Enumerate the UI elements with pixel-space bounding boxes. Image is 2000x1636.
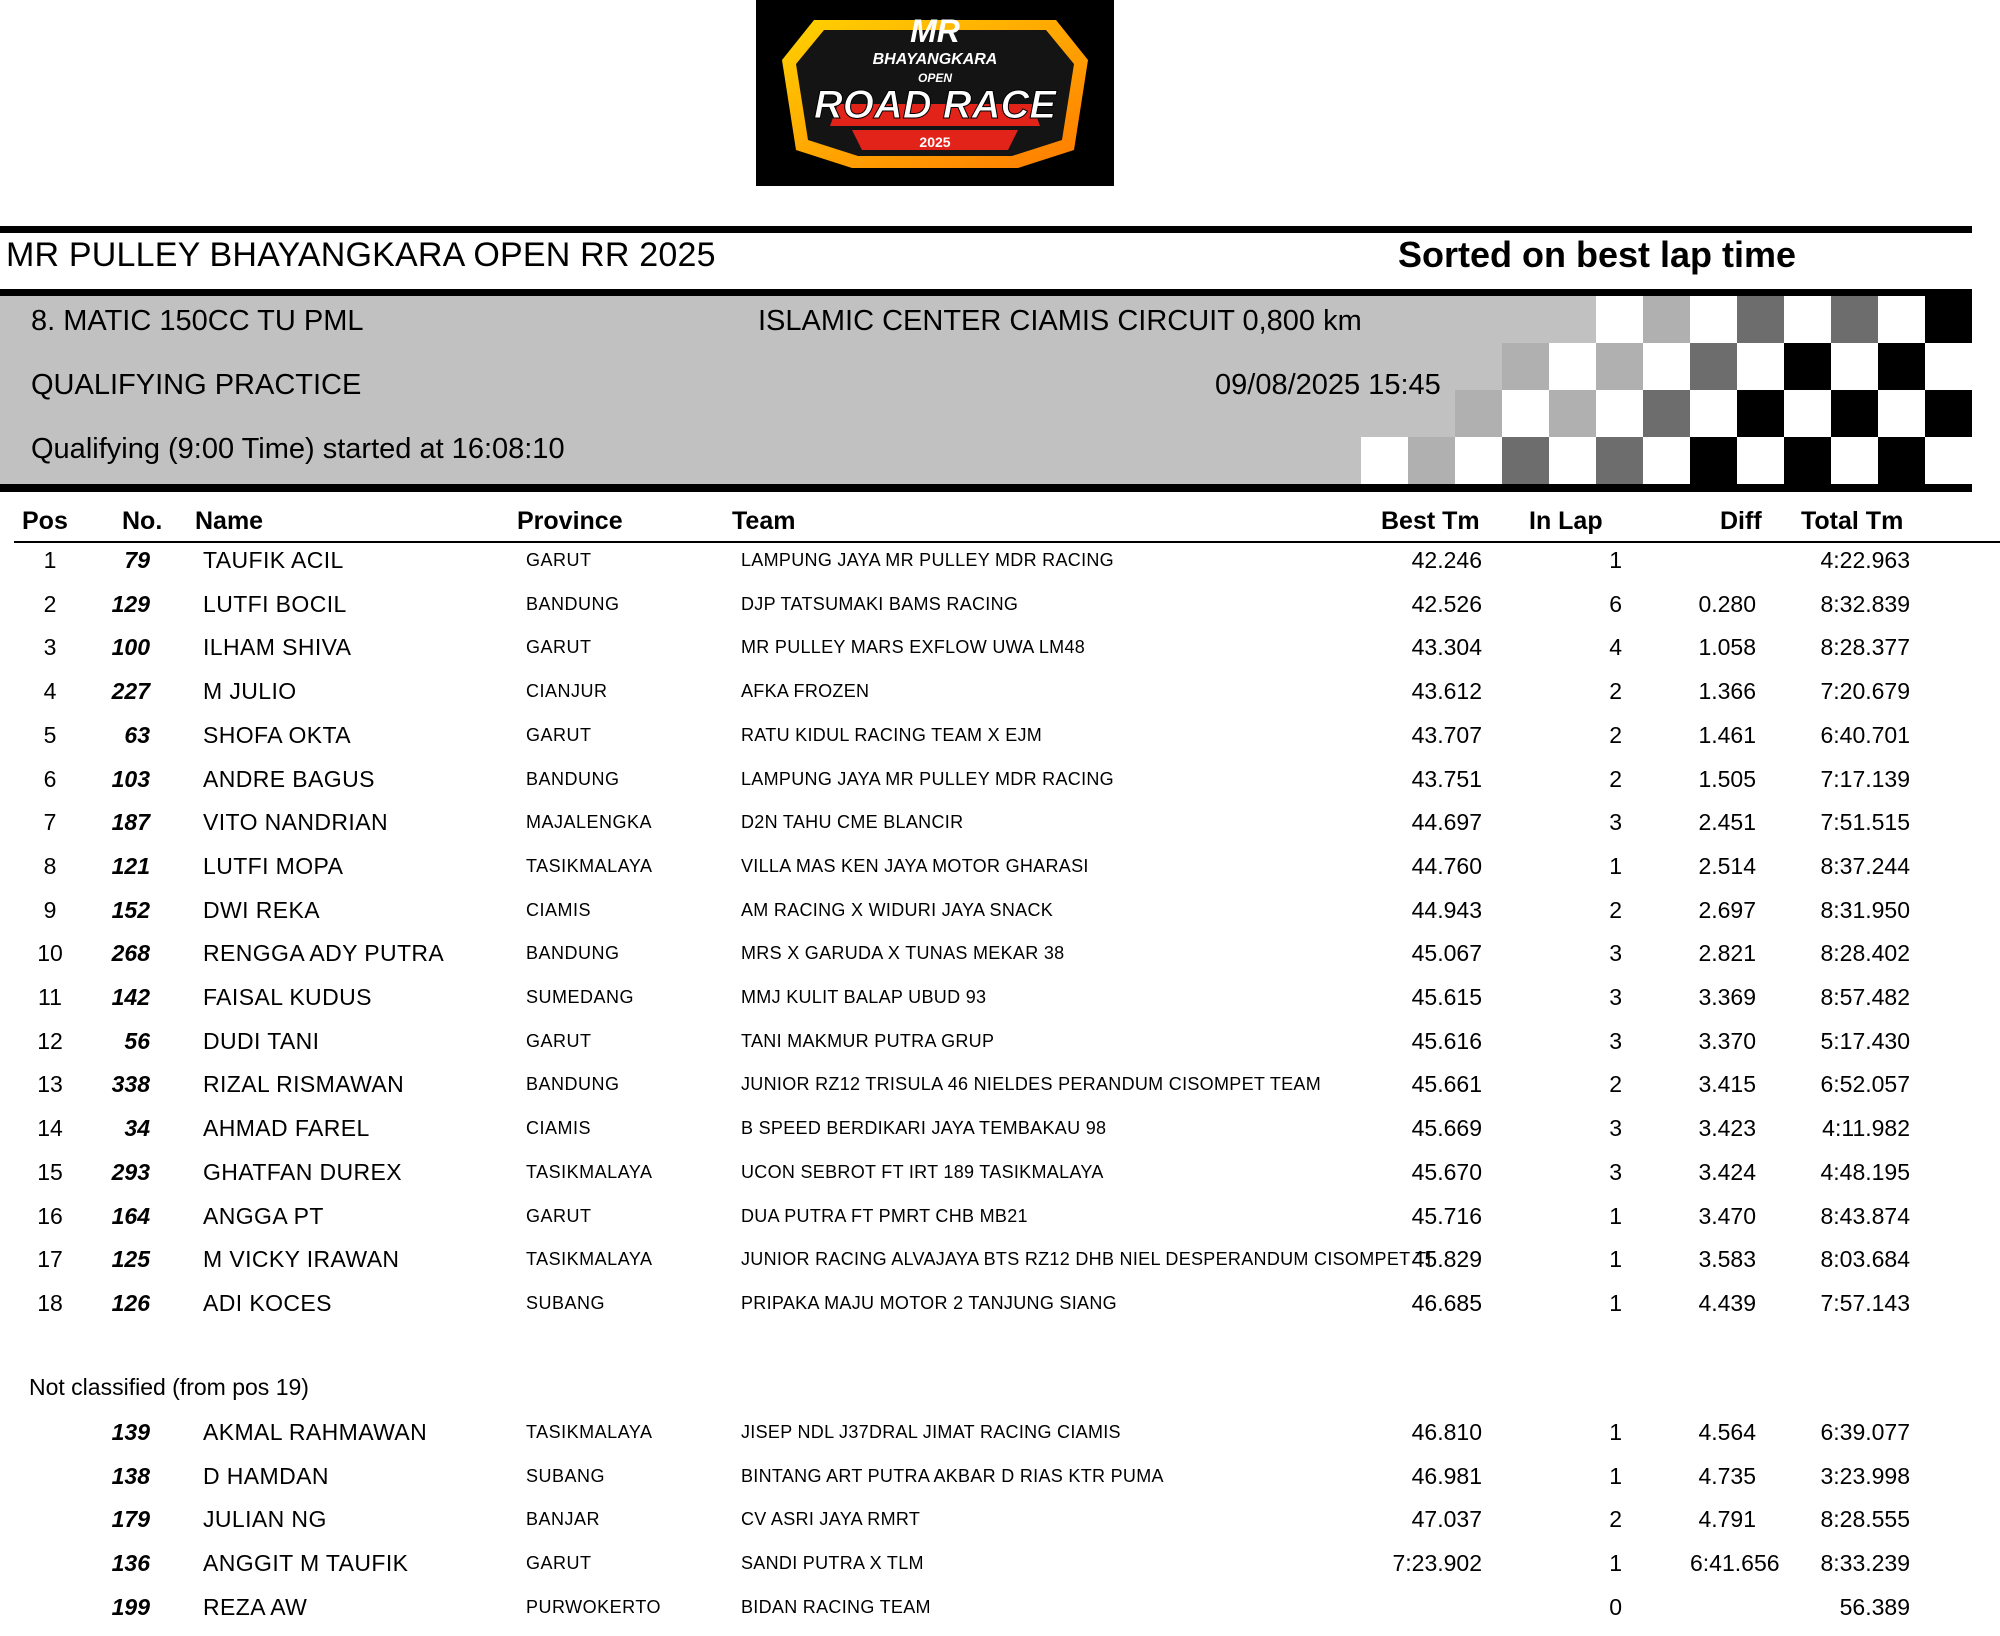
rider-team: MR PULLEY MARS EXFLOW UWA LM48 bbox=[741, 637, 1086, 658]
rider-name: M VICKY IRAWAN bbox=[203, 1246, 400, 1273]
rider-number: 136 bbox=[111, 1550, 150, 1577]
rider-number: 199 bbox=[111, 1593, 150, 1620]
rider-team: PRIPAKA MAJU MOTOR 2 TANJUNG SIANG bbox=[741, 1292, 1117, 1313]
rider-team: JUNIOR RZ12 TRISULA 46 NIELDES PERANDUM CISOMPET TEAM bbox=[741, 1074, 1322, 1095]
rider-province: CIAMIS bbox=[526, 899, 592, 920]
rider-name: M JULIO bbox=[203, 678, 297, 705]
rider-name: DUDI TANI bbox=[203, 1027, 320, 1054]
flag-square bbox=[1690, 390, 1737, 437]
rider-name: DWI REKA bbox=[203, 896, 320, 923]
session-name: QUALIFYING PRACTICE bbox=[31, 369, 362, 401]
flag-square bbox=[1831, 390, 1878, 437]
flag-square bbox=[1408, 437, 1455, 484]
gap-to-leader: 3.424 bbox=[1698, 1158, 1756, 1185]
rider-province: GARUT bbox=[526, 637, 592, 658]
rider-pos: 14 bbox=[37, 1115, 63, 1142]
gap-to-leader: 3.415 bbox=[1698, 1071, 1756, 1098]
rider-province: GARUT bbox=[526, 550, 592, 570]
rider-number: 338 bbox=[111, 1071, 150, 1098]
rider-team: VILLA MAS KEN JAYA MOTOR GHARASI bbox=[741, 855, 1089, 876]
flag-square bbox=[1831, 437, 1878, 484]
rider-province: BANDUNG bbox=[526, 1074, 620, 1095]
rider-team: SANDI PUTRA X TLM bbox=[741, 1553, 924, 1574]
gap-to-leader: 1.058 bbox=[1698, 634, 1756, 661]
rider-name: ANGGIT M TAUFIK bbox=[203, 1550, 409, 1577]
rider-name: AHMAD FAREL bbox=[203, 1115, 370, 1142]
best-lap-time: 45.616 bbox=[1411, 1027, 1482, 1054]
best-lap-number: 1 bbox=[1609, 1419, 1622, 1445]
rider-name: ANDRE BAGUS bbox=[203, 765, 375, 792]
flag-square bbox=[1878, 437, 1925, 484]
flag-square bbox=[1878, 296, 1925, 343]
best-lap-time: 46.810 bbox=[1411, 1419, 1482, 1445]
rider-name: AKMAL RAHMAWAN bbox=[203, 1419, 428, 1445]
table-row bbox=[0, 1021, 2000, 1061]
table-row bbox=[0, 540, 2000, 580]
rider-name: VITO NANDRIAN bbox=[203, 809, 388, 836]
rider-number: 164 bbox=[111, 1202, 150, 1229]
col-header-team: Team bbox=[732, 507, 796, 535]
flag-square bbox=[1455, 437, 1502, 484]
rider-name: REZA AW bbox=[203, 1593, 308, 1620]
best-lap-time: 45.716 bbox=[1411, 1202, 1482, 1229]
best-lap-time: 45.829 bbox=[1411, 1246, 1482, 1273]
rider-number: 142 bbox=[111, 984, 150, 1010]
col-header-diff: Diff bbox=[1720, 507, 1762, 535]
best-lap-number: 0 bbox=[1609, 1593, 1622, 1620]
table-row bbox=[0, 671, 2000, 711]
flag-square bbox=[1549, 437, 1596, 484]
best-lap-number: 4 bbox=[1609, 634, 1622, 661]
rider-province: GARUT bbox=[526, 1553, 592, 1574]
total-time: 8:37.244 bbox=[1820, 852, 1910, 879]
best-lap-time: 43.707 bbox=[1411, 721, 1482, 748]
total-time: 6:40.701 bbox=[1820, 721, 1910, 748]
gap-to-leader: 1.461 bbox=[1698, 721, 1756, 748]
flag-square bbox=[1737, 390, 1784, 437]
rider-pos: 10 bbox=[37, 940, 63, 967]
table-row bbox=[0, 1064, 2000, 1104]
rider-team: LAMPUNG JAYA MR PULLEY MDR RACING bbox=[741, 550, 1114, 570]
rider-province: TASIKMALAYA bbox=[526, 1249, 653, 1270]
rider-province: TASIKMALAYA bbox=[526, 855, 653, 876]
rider-province: BANJAR bbox=[526, 1509, 601, 1530]
total-time: 6:52.057 bbox=[1820, 1071, 1910, 1098]
rider-name: GHATFAN DUREX bbox=[203, 1158, 403, 1185]
total-time: 4:22.963 bbox=[1820, 547, 1910, 573]
col-header-no: No. bbox=[122, 507, 163, 535]
flag-square bbox=[1502, 437, 1549, 484]
total-time: 8:33.239 bbox=[1820, 1550, 1910, 1577]
flag-square bbox=[1878, 343, 1925, 390]
flag-square bbox=[1643, 437, 1690, 484]
best-lap-time: 47.037 bbox=[1411, 1506, 1482, 1533]
total-time: 8:28.377 bbox=[1820, 634, 1910, 661]
flag-square bbox=[1831, 296, 1878, 343]
total-time: 8:28.555 bbox=[1820, 1506, 1910, 1533]
flag-square bbox=[1784, 343, 1831, 390]
rider-number: 293 bbox=[111, 1158, 150, 1185]
best-lap-number: 1 bbox=[1609, 852, 1622, 879]
rider-province: GARUT bbox=[526, 724, 592, 745]
rider-province: SUMEDANG bbox=[526, 987, 635, 1007]
flag-square bbox=[1690, 343, 1737, 390]
gap-to-leader: 2.451 bbox=[1698, 809, 1756, 836]
total-time: 56.389 bbox=[1839, 1593, 1910, 1620]
sort-note: Sorted on best lap time bbox=[1398, 234, 1797, 275]
rider-pos: 6 bbox=[43, 765, 57, 792]
rider-province: CIANJUR bbox=[526, 681, 608, 702]
rider-pos: 9 bbox=[43, 896, 57, 923]
best-lap-time: 45.615 bbox=[1411, 984, 1482, 1010]
total-time: 8:03.684 bbox=[1820, 1246, 1910, 1273]
logo-line1: BHAYANGKARA bbox=[872, 51, 998, 68]
total-time: 8:43.874 bbox=[1820, 1202, 1910, 1229]
total-time: 3:23.998 bbox=[1820, 1462, 1910, 1489]
best-lap-number: 6 bbox=[1609, 590, 1622, 617]
flag-square bbox=[1502, 343, 1549, 390]
rider-name: RENGGA ADY PUTRA bbox=[203, 940, 445, 967]
flag-square bbox=[1361, 437, 1408, 484]
best-lap-time: 42.526 bbox=[1411, 590, 1482, 617]
rider-team: DUA PUTRA FT PMRT CHB MB21 bbox=[741, 1205, 1028, 1226]
gap-to-leader: 0.280 bbox=[1698, 590, 1756, 617]
rider-team: UCON SEBROT FT IRT 189 TASIKMALAYA bbox=[741, 1161, 1104, 1182]
rider-team: CV ASRI JAYA RMRT bbox=[741, 1509, 921, 1530]
rider-province: GARUT bbox=[526, 1030, 592, 1051]
best-lap-time: 7:23.902 bbox=[1392, 1550, 1482, 1577]
gap-to-leader: 2.821 bbox=[1698, 940, 1756, 967]
flag-square bbox=[1925, 390, 1972, 437]
best-lap-time: 46.685 bbox=[1411, 1289, 1482, 1316]
best-lap-time: 43.304 bbox=[1411, 634, 1482, 661]
total-time: 4:11.982 bbox=[1822, 1115, 1910, 1142]
flag-square bbox=[1690, 437, 1737, 484]
rider-province: SUBANG bbox=[526, 1292, 606, 1313]
table-row bbox=[0, 846, 2000, 886]
best-lap-number: 1 bbox=[1609, 1246, 1622, 1273]
rider-number: 227 bbox=[111, 678, 150, 705]
rider-number: 100 bbox=[111, 634, 150, 661]
flag-square bbox=[1502, 390, 1549, 437]
rider-name: SHOFA OKTA bbox=[203, 721, 351, 748]
rider-team: BINTANG ART PUTRA AKBAR D RIAS KTR PUMA bbox=[741, 1465, 1164, 1486]
rider-pos: 15 bbox=[37, 1158, 63, 1185]
header-rule-mid bbox=[0, 289, 1972, 296]
rider-name: FAISAL KUDUS bbox=[203, 984, 372, 1010]
rider-pos: 18 bbox=[37, 1289, 63, 1316]
circuit-name: ISLAMIC CENTER CIAMIS CIRCUIT 0,800 km bbox=[758, 305, 1362, 337]
rider-number: 187 bbox=[111, 809, 150, 836]
session-start-time: Qualifying (9:00 Time) started at 16:08:10 bbox=[31, 433, 565, 465]
rider-pos: 13 bbox=[37, 1071, 63, 1098]
flag-square bbox=[1737, 343, 1784, 390]
rider-team: JISEP NDL J37DRAL JIMAT RACING CIAMIS bbox=[741, 1422, 1121, 1442]
flag-square bbox=[1784, 390, 1831, 437]
flag-square bbox=[1784, 296, 1831, 343]
rider-pos: 7 bbox=[43, 809, 57, 836]
table-row bbox=[0, 1456, 2000, 1496]
best-lap-time: 44.697 bbox=[1411, 809, 1482, 836]
table-row bbox=[0, 1108, 2000, 1148]
best-lap-time: 45.661 bbox=[1411, 1071, 1482, 1098]
rider-pos: 3 bbox=[43, 634, 57, 661]
flag-square bbox=[1455, 390, 1502, 437]
rider-number: 121 bbox=[111, 852, 150, 879]
table-row bbox=[0, 1587, 2000, 1627]
rider-team: D2N TAHU CME BLANCIR bbox=[741, 812, 964, 833]
gap-to-leader: 4.564 bbox=[1698, 1419, 1756, 1445]
best-lap-time: 45.067 bbox=[1411, 940, 1482, 967]
table-row bbox=[0, 584, 2000, 624]
total-time: 7:51.515 bbox=[1820, 809, 1910, 836]
best-lap-time: 45.669 bbox=[1411, 1115, 1482, 1142]
rider-pos: 4 bbox=[43, 678, 57, 705]
rider-team: LAMPUNG JAYA MR PULLEY MDR RACING bbox=[741, 768, 1114, 789]
rider-pos: 2 bbox=[43, 590, 57, 617]
rider-province: BANDUNG bbox=[526, 943, 620, 964]
table-row bbox=[0, 890, 2000, 930]
logo-brand: MR bbox=[910, 13, 960, 49]
session-datetime: 09/08/2025 15:45 bbox=[1215, 369, 1441, 401]
rider-team: B SPEED BERDIKARI JAYA TEMBAKAU 98 bbox=[741, 1118, 1107, 1139]
best-lap-number: 3 bbox=[1609, 1027, 1622, 1054]
table-row bbox=[0, 1543, 2000, 1583]
rider-team: MRS X GARUDA X TUNAS MEKAR 38 bbox=[741, 943, 1065, 964]
flag-square bbox=[1596, 296, 1643, 343]
rider-name: ADI KOCES bbox=[203, 1289, 332, 1316]
rider-name: TAUFIK ACIL bbox=[203, 547, 344, 573]
rider-pos: 17 bbox=[37, 1246, 63, 1273]
flag-square bbox=[1596, 390, 1643, 437]
gap-to-leader: 1.366 bbox=[1698, 678, 1756, 705]
col-header-province: Province bbox=[517, 507, 623, 535]
gap-to-leader: 3.583 bbox=[1698, 1246, 1756, 1273]
best-lap-number: 2 bbox=[1609, 765, 1622, 792]
rider-team: TANI MAKMUR PUTRA GRUP bbox=[741, 1030, 995, 1051]
rider-name: LUTFI MOPA bbox=[203, 852, 344, 879]
best-lap-number: 1 bbox=[1609, 1202, 1622, 1229]
flag-square bbox=[1643, 390, 1690, 437]
total-time: 8:31.950 bbox=[1820, 896, 1910, 923]
total-time: 5:17.430 bbox=[1820, 1027, 1910, 1054]
rider-province: TASIKMALAYA bbox=[526, 1422, 653, 1442]
rider-name: LUTFI BOCIL bbox=[203, 590, 347, 617]
rider-number: 103 bbox=[111, 765, 150, 792]
rider-number: 126 bbox=[111, 1289, 150, 1316]
flag-square bbox=[1925, 343, 1972, 390]
rider-province: MAJALENGKA bbox=[526, 812, 653, 833]
col-header-pos: Pos bbox=[22, 507, 68, 535]
best-lap-time: 44.943 bbox=[1411, 896, 1482, 923]
gap-to-leader: 6:41.656 bbox=[1690, 1550, 1780, 1577]
rider-pos: 1 bbox=[43, 547, 57, 573]
table-row bbox=[0, 1196, 2000, 1236]
rider-pos: 16 bbox=[37, 1202, 63, 1229]
total-time: 8:28.402 bbox=[1820, 940, 1910, 967]
header-rule-top bbox=[0, 226, 1972, 233]
gap-to-leader: 3.370 bbox=[1698, 1027, 1756, 1054]
flag-square bbox=[1784, 437, 1831, 484]
rider-province: SUBANG bbox=[526, 1465, 606, 1486]
gap-to-leader: 3.423 bbox=[1698, 1115, 1756, 1142]
table-row bbox=[0, 759, 2000, 799]
logo-year: 2025 bbox=[919, 134, 951, 150]
table-row bbox=[0, 1283, 2000, 1323]
best-lap-number: 1 bbox=[1609, 1462, 1622, 1489]
best-lap-number: 2 bbox=[1609, 1506, 1622, 1533]
gap-to-leader: 1.505 bbox=[1698, 765, 1756, 792]
col-header-in-lap: In Lap bbox=[1529, 507, 1603, 535]
rider-province: TASIKMALAYA bbox=[526, 1161, 653, 1182]
rider-number: 179 bbox=[111, 1506, 150, 1533]
flag-square bbox=[1596, 437, 1643, 484]
total-time: 4:48.195 bbox=[1820, 1158, 1910, 1185]
rider-number: 63 bbox=[124, 721, 150, 748]
col-header-best: Best Tm bbox=[1381, 507, 1480, 535]
rider-team: BIDAN RACING TEAM bbox=[741, 1596, 931, 1617]
rider-province: PURWOKERTO bbox=[526, 1596, 662, 1617]
event-logo bbox=[756, 0, 1114, 186]
session-info-panel bbox=[0, 296, 1972, 484]
rider-team: MMJ KULIT BALAP UBUD 93 bbox=[741, 987, 987, 1007]
event-title: MR PULLEY BHAYANGKARA OPEN RR 2025 bbox=[6, 236, 716, 274]
rider-name: RIZAL RISMAWAN bbox=[203, 1071, 405, 1098]
gap-to-leader: 4.439 bbox=[1698, 1289, 1756, 1316]
best-lap-time: 45.670 bbox=[1411, 1158, 1482, 1185]
flag-square bbox=[1925, 296, 1972, 343]
table-row bbox=[0, 802, 2000, 842]
best-lap-number: 2 bbox=[1609, 896, 1622, 923]
rider-number: 138 bbox=[111, 1462, 150, 1489]
gap-to-leader: 2.514 bbox=[1698, 852, 1756, 879]
logo-line3: ROAD RACE bbox=[813, 83, 1057, 127]
total-time: 7:17.139 bbox=[1820, 765, 1910, 792]
best-lap-time: 46.981 bbox=[1411, 1462, 1482, 1489]
rider-number: 79 bbox=[124, 547, 150, 573]
best-lap-number: 3 bbox=[1609, 984, 1622, 1010]
rider-name: ANGGA PT bbox=[203, 1202, 324, 1229]
rider-name: JULIAN NG bbox=[203, 1506, 327, 1533]
flag-square bbox=[1549, 343, 1596, 390]
rider-number: 139 bbox=[111, 1419, 150, 1445]
flag-square bbox=[1643, 296, 1690, 343]
rider-number: 152 bbox=[111, 896, 150, 923]
table-row bbox=[0, 1152, 2000, 1192]
gap-to-leader: 4.791 bbox=[1698, 1506, 1756, 1533]
flag-square bbox=[1549, 390, 1596, 437]
flag-square bbox=[1737, 296, 1784, 343]
rider-team: JUNIOR RACING ALVAJAYA BTS RZ12 DHB NIEL DESPERANDUM CISOMPET TI bbox=[741, 1249, 1432, 1270]
rider-pos: 8 bbox=[43, 852, 57, 879]
table-row bbox=[0, 933, 2000, 973]
class-name: 8. MATIC 150CC TU PML bbox=[31, 305, 364, 337]
table-row bbox=[0, 715, 2000, 755]
best-lap-time: 42.246 bbox=[1411, 547, 1482, 573]
rider-team: AM RACING X WIDURI JAYA SNACK bbox=[741, 899, 1054, 920]
best-lap-number: 1 bbox=[1609, 1550, 1622, 1577]
best-lap-number: 2 bbox=[1609, 678, 1622, 705]
total-time: 8:32.839 bbox=[1820, 590, 1910, 617]
rider-number: 125 bbox=[111, 1246, 150, 1273]
rider-province: GARUT bbox=[526, 1205, 592, 1226]
flag-square bbox=[1737, 437, 1784, 484]
rider-number: 129 bbox=[111, 590, 150, 617]
total-time: 7:57.143 bbox=[1820, 1289, 1910, 1316]
best-lap-time: 44.760 bbox=[1411, 852, 1482, 879]
best-lap-number: 2 bbox=[1609, 1071, 1622, 1098]
table-row bbox=[0, 1239, 2000, 1279]
best-lap-number: 3 bbox=[1609, 940, 1622, 967]
logo-line2: OPEN bbox=[917, 71, 953, 85]
best-lap-number: 3 bbox=[1609, 809, 1622, 836]
rider-name: D HAMDAN bbox=[203, 1462, 329, 1489]
col-header-total: Total Tm bbox=[1801, 507, 1904, 535]
flag-square bbox=[1925, 437, 1972, 484]
gap-to-leader: 2.697 bbox=[1698, 896, 1756, 923]
col-header-name: Name bbox=[195, 507, 264, 535]
flag-square bbox=[1878, 390, 1925, 437]
best-lap-time: 43.751 bbox=[1411, 765, 1482, 792]
rider-number: 34 bbox=[124, 1115, 150, 1142]
gap-to-leader: 3.369 bbox=[1698, 984, 1756, 1010]
rider-province: BANDUNG bbox=[526, 768, 620, 789]
rider-team: AFKA FROZEN bbox=[741, 681, 870, 702]
rider-pos: 12 bbox=[37, 1027, 63, 1054]
table-row bbox=[0, 1499, 2000, 1539]
table-row bbox=[0, 977, 2000, 1017]
total-time: 8:57.482 bbox=[1820, 984, 1910, 1010]
flag-square bbox=[1831, 343, 1878, 390]
best-lap-number: 1 bbox=[1609, 547, 1622, 573]
gap-to-leader: 3.470 bbox=[1698, 1202, 1756, 1229]
flag-square bbox=[1690, 296, 1737, 343]
best-lap-number: 2 bbox=[1609, 721, 1622, 748]
flag-square bbox=[1596, 343, 1643, 390]
flag-square bbox=[1643, 343, 1690, 390]
total-time: 7:20.679 bbox=[1820, 678, 1910, 705]
best-lap-number: 1 bbox=[1609, 1289, 1622, 1316]
rider-number: 56 bbox=[124, 1027, 150, 1054]
not-classified-label: Not classified (from pos 19) bbox=[29, 1374, 309, 1400]
rider-team: RATU KIDUL RACING TEAM X EJM bbox=[741, 724, 1043, 745]
gap-to-leader: 4.735 bbox=[1698, 1462, 1756, 1489]
rider-province: BANDUNG bbox=[526, 593, 620, 614]
best-lap-number: 3 bbox=[1609, 1115, 1622, 1142]
rider-pos: 5 bbox=[43, 721, 57, 748]
rider-number: 268 bbox=[111, 940, 150, 967]
total-time: 6:39.077 bbox=[1820, 1419, 1910, 1445]
rider-province: CIAMIS bbox=[526, 1118, 592, 1139]
table-row bbox=[0, 627, 2000, 667]
rider-name: ILHAM SHIVA bbox=[203, 634, 352, 661]
table-row bbox=[0, 1412, 2000, 1452]
rider-pos: 11 bbox=[38, 984, 62, 1010]
rider-team: DJP TATSUMAKI BAMS RACING bbox=[741, 593, 1019, 614]
best-lap-number: 3 bbox=[1609, 1158, 1622, 1185]
best-lap-time: 43.612 bbox=[1411, 678, 1482, 705]
header-rule-bottom bbox=[0, 484, 1972, 492]
